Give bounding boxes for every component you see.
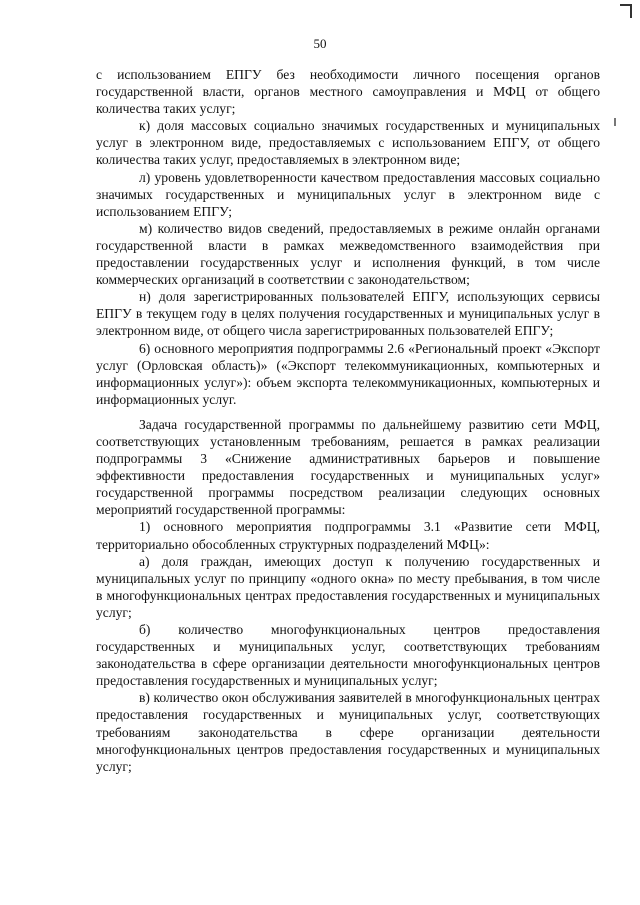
list-item-b: б) количество многофункциональных центров предоставления государственных и муниципальных услуг, соответствующих требованиям законодательства в сфере организации деятельности многофункциональных центров предоставления государственных и муниципальных услуг; bbox=[96, 622, 600, 689]
list-item-a: а) доля граждан, имеющих доступ к получению государственных и муниципальных услуг по принципу «одного окна» по месту пребывания, в том числе в многофункциональных центрах предоставления государственных и муниципальных услуг; bbox=[96, 553, 600, 620]
list-item-l: л) уровень удовлетворенности качеством предоставления массовых социально значимых государственных и муниципальных услуг в электронном виде с использованием ЕПГУ; bbox=[96, 169, 600, 219]
paragraph-spacer bbox=[96, 408, 600, 416]
list-item-m: м) количество видов сведений, предоставляемых в режиме онлайн органами государственной власти в рамках межведомственного взаимодействия при предоставлении государственных услуг и исполнения функций, в том числе коммерческих организаций в соответствии с законодательством; bbox=[96, 220, 600, 288]
list-item-v: в) количество окон обслуживания заявителей в многофункциональных центрах предоставления государственных и муниципальных услуг, соответствующих требованиям законодательства в сфере организации деятельности многофункциональных центров предоставления государственных и муниципальных услуг; bbox=[96, 690, 600, 774]
scan-corner-mark bbox=[620, 4, 632, 18]
list-item-n: н) доля зарегистрированных пользователей ЕПГУ, использующих сервисы ЕПГУ в текущем году в целях получения государственных и муниципальных услуг в электронном виде, от общего числа зарегистрированных пользователей ЕПГУ; bbox=[96, 289, 600, 339]
list-item-1: 1) основного мероприятия подпрограммы 3.1 «Развитие сети МФЦ, территориально обособленных структурных подразделений МФЦ»: bbox=[96, 519, 600, 552]
list-item-6: 6) основного мероприятия подпрограммы 2.6 «Региональный проект «Экспорт услуг (Орловская область)» («Экспорт телекоммуникационных, компьютерных и информационных услуг»): объем экспорта телекоммуникационных, компьютерных и информационных услуг. bbox=[96, 340, 600, 407]
page-number: 50 bbox=[313, 36, 327, 51]
paragraph-continuation: с использованием ЕПГУ без необходимости личного посещения органов государственной власти, органов местного самоуправления и МФЦ от общего количества таких услуг; bbox=[96, 67, 600, 117]
document-body bbox=[96, 66, 600, 775]
scan-margin-mark bbox=[614, 118, 616, 126]
list-item-k: к) доля массовых социально значимых государственных и муниципальных услуг в электронном виде, предоставляемых с использованием ЕПГУ, от общего количества таких услуг, предоставляемых в электронном виде; bbox=[96, 118, 600, 168]
paragraph-task: Задача государственной программы по дальнейшему развитию сети МФЦ, соответствующих установленным требованиям, решается в рамках реализации подпрограммы 3 «Снижение административных барьеров и повышение эффективности предоставления государственных и муниципальных услуг» государственной программы посредством реализации следующих основных мероприятий государственной программы: bbox=[96, 416, 600, 518]
